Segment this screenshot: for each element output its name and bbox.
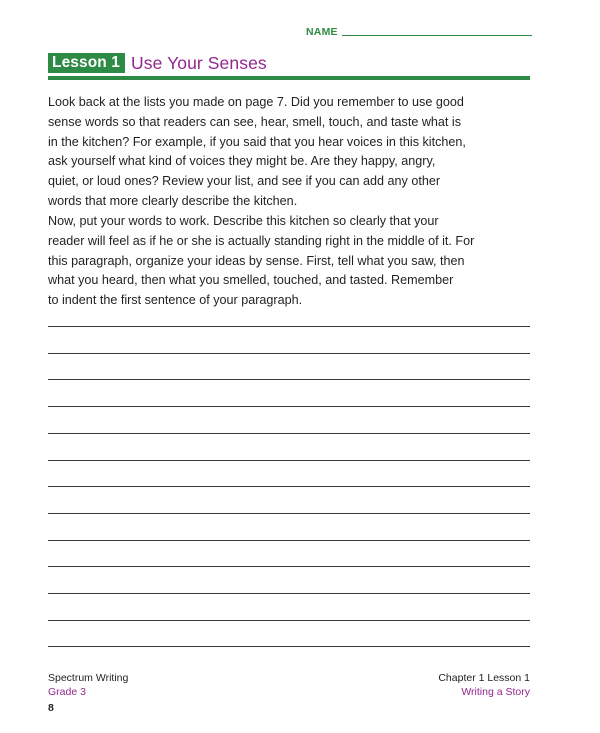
writing-line[interactable] bbox=[48, 646, 530, 647]
paragraph-line: in the kitchen? For example, if you said that you hear voices in this kitchen, bbox=[48, 134, 466, 149]
name-write-line[interactable] bbox=[342, 35, 532, 36]
writing-line[interactable] bbox=[48, 513, 530, 514]
grade-label: Grade 3 bbox=[48, 686, 86, 698]
lesson-header bbox=[48, 52, 530, 74]
paragraph-line: this paragraph, organize your ideas by sense. First, tell what you saw, then bbox=[48, 253, 465, 268]
writing-line[interactable] bbox=[48, 566, 530, 567]
writing-line[interactable] bbox=[48, 353, 530, 354]
paragraph-line: ask yourself what kind of voices they might be. Are they happy, angry, bbox=[48, 154, 436, 169]
instructions-paragraph-2 bbox=[48, 212, 532, 311]
lesson-title: Use Your Senses bbox=[131, 53, 267, 73]
unit-label: Writing a Story bbox=[461, 686, 530, 698]
name-label: NAME bbox=[306, 26, 338, 38]
header-rule bbox=[48, 76, 530, 80]
writing-line[interactable] bbox=[48, 540, 530, 541]
writing-line[interactable] bbox=[48, 406, 530, 407]
instructions-paragraph-1 bbox=[48, 93, 532, 212]
writing-line[interactable] bbox=[48, 460, 530, 461]
paragraph-line: sense words so that readers can see, hear, smell, touch, and taste what is bbox=[48, 114, 462, 129]
chapter-lesson-label: Chapter 1 Lesson 1 bbox=[438, 672, 530, 684]
name-field bbox=[306, 22, 532, 38]
writing-line[interactable] bbox=[48, 620, 530, 621]
writing-line[interactable] bbox=[48, 433, 530, 434]
writing-line[interactable] bbox=[48, 593, 530, 594]
paragraph-line: what you heard, then what you smelled, touched, and tasted. Remember bbox=[48, 273, 454, 288]
paragraph-line: words that more clearly describe the kitchen. bbox=[48, 193, 298, 208]
book-title: Spectrum Writing bbox=[48, 672, 129, 684]
footer-left bbox=[48, 672, 128, 698]
writing-line[interactable] bbox=[48, 379, 530, 380]
paragraph-line: Look back at the lists you made on page 7. Did you remember to use good bbox=[48, 95, 464, 109]
footer-right bbox=[438, 672, 530, 698]
lesson-badge: Lesson 1 bbox=[48, 53, 125, 73]
page-number: 8 bbox=[48, 702, 54, 714]
paragraph-line: reader will feel as if he or she is actually standing right in the middle of it. For bbox=[48, 233, 475, 248]
paragraph-line: quiet, or loud ones? Review your list, and see if you can add any other bbox=[48, 174, 441, 189]
writing-line[interactable] bbox=[48, 486, 530, 487]
paragraph-line: to indent the first sentence of your paragraph. bbox=[48, 293, 303, 308]
writing-line[interactable] bbox=[48, 326, 530, 327]
paragraph-line: Now, put your words to work. Describe this kitchen so clearly that your bbox=[48, 214, 439, 228]
